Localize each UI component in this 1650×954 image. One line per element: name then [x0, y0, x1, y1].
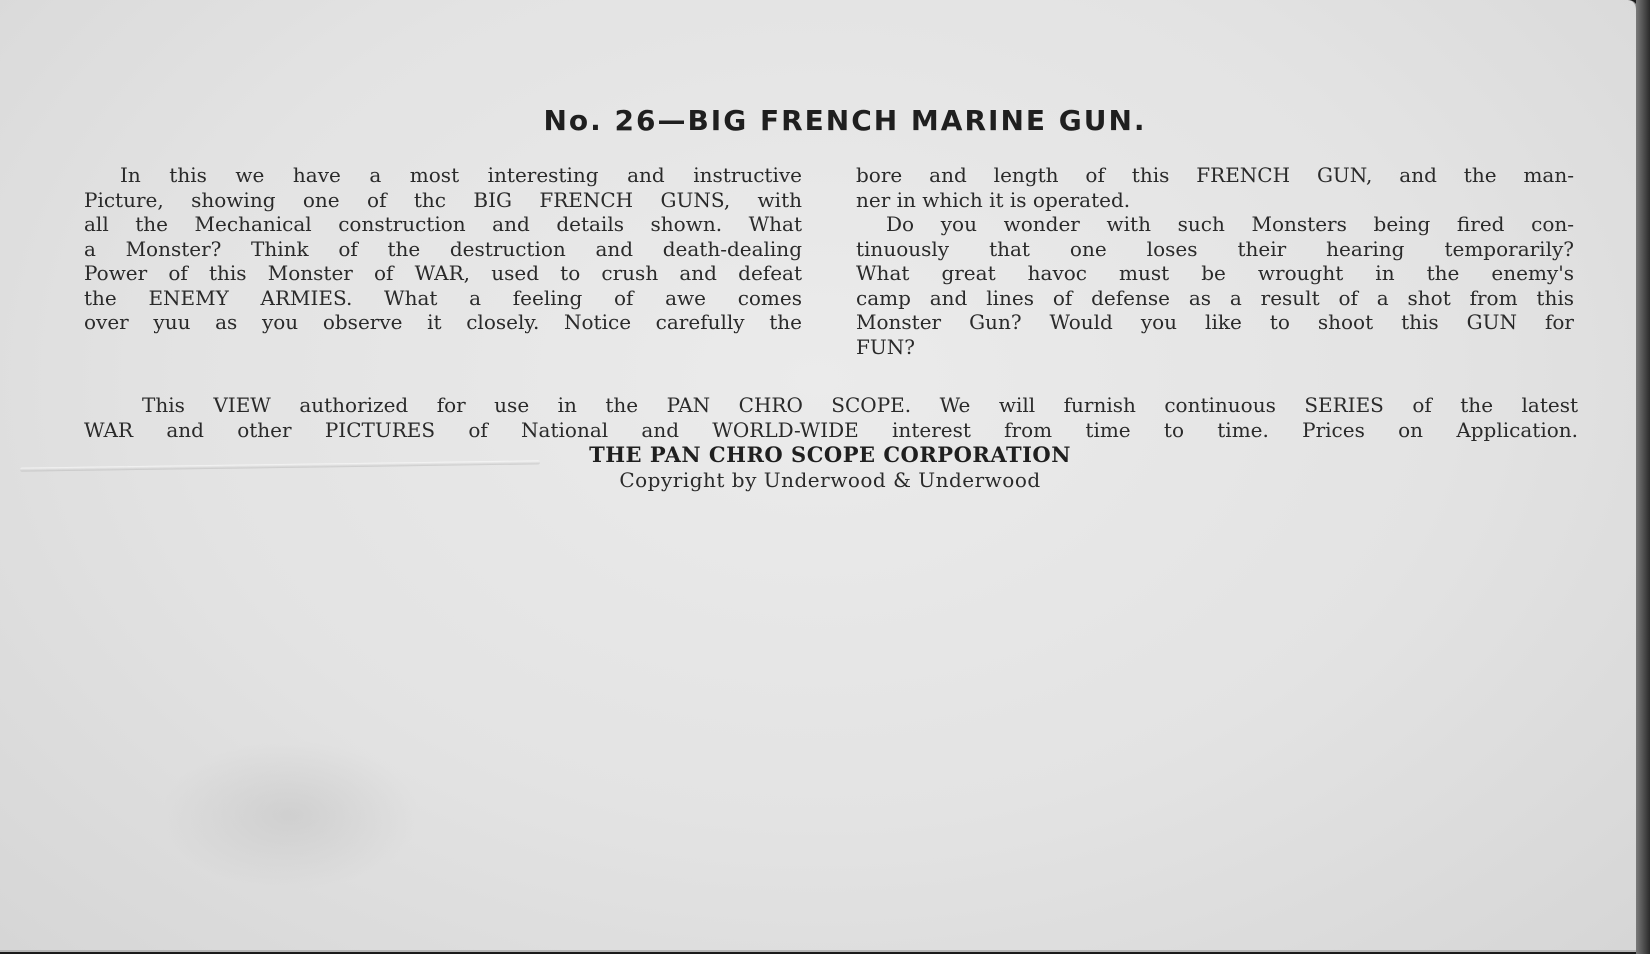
left-line: In this we have a most interesting and instructive	[120, 163, 802, 187]
left-line: Picture, showing one of thc BIG FRENCH GUNS, with	[84, 187, 802, 212]
left-line: a Monster? Think of the destruction and death-dealing	[84, 236, 802, 261]
card-edge-shadow	[1636, 0, 1650, 954]
left-line: Power of this Monster of WAR, used to crush and defeat	[84, 261, 802, 285]
corporation-name: THE PAN CHRO SCOPE CORPORATION	[589, 442, 1071, 467]
card-title: No. 26—BIG FRENCH MARINE GUN.	[543, 104, 1147, 137]
right-line: ner in which it is operated.	[856, 187, 1131, 212]
right-line: Do you wonder with such Monsters being fired con-	[886, 212, 1574, 236]
right-line: tinuously that one loses their hearing temporarily?	[856, 236, 1574, 261]
right-line: bore and length of this FRENCH GUN, and the man-	[856, 163, 1574, 187]
right-line: Monster Gun? Would you like to shoot this GUN for	[856, 310, 1574, 334]
right-line: FUN?	[856, 334, 915, 359]
right-line: camp and lines of defense as a result of a shot from this	[856, 285, 1574, 310]
copyright-line: Copyright by Underwood & Underwood	[619, 468, 1041, 492]
notice-line: WAR and other PICTURES of National and WORLD-WIDE interest from time to time. Prices on Application.	[84, 418, 1578, 442]
right-text-column	[856, 163, 1574, 359]
left-text-column	[84, 163, 802, 335]
authorization-notice	[84, 393, 1578, 443]
paper-stain	[160, 740, 420, 890]
left-line: over yuu as you observe it closely. Notice carefully the	[84, 310, 802, 334]
left-line: the ENEMY ARMIES. What a feeling of awe comes	[84, 285, 802, 310]
left-line: all the Mechanical construction and details shown. What	[84, 212, 802, 236]
right-line: What great havoc must be wrought in the enemy's	[856, 261, 1574, 285]
notice-line: This VIEW authorized for use in the PAN CHRO SCOPE. We will furnish continuous SERIES of the latest	[142, 393, 1578, 417]
